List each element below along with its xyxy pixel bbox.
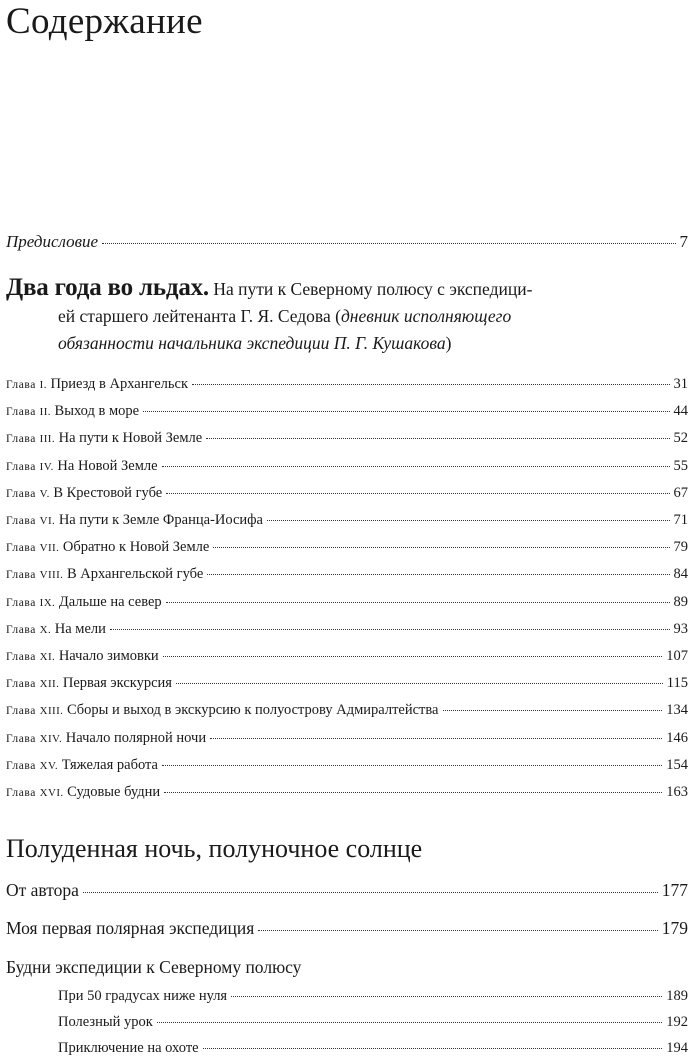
page-number: 52 bbox=[673, 430, 688, 447]
page-number: 93 bbox=[673, 620, 688, 637]
page-number: 115 bbox=[666, 675, 688, 692]
page-number: 89 bbox=[673, 593, 688, 610]
chapter-title: На Новой Земле bbox=[57, 457, 158, 474]
chapter-number: IX. bbox=[39, 596, 56, 609]
chapter-entry[interactable] bbox=[6, 702, 688, 719]
chapter-word: Глава bbox=[6, 651, 37, 663]
chapter-word: Глава bbox=[6, 433, 37, 446]
chapter-word: Глава bbox=[6, 759, 37, 772]
dot-leader bbox=[443, 710, 663, 711]
dot-leader bbox=[210, 738, 662, 739]
chapter-number: VIII. bbox=[39, 569, 64, 582]
entry-label: При 50 градусах ниже нуля bbox=[58, 988, 228, 1004]
chapter-entry[interactable] bbox=[6, 376, 688, 393]
chapter-title: Судовые будни bbox=[67, 784, 161, 800]
page-number: 55 bbox=[673, 457, 688, 474]
chapter-label bbox=[6, 594, 162, 611]
chapter-title: Приезд в Архангельск bbox=[50, 376, 189, 392]
chapter-number: VII. bbox=[39, 542, 60, 555]
page-number: 31 bbox=[673, 376, 688, 392]
page-number: 107 bbox=[666, 648, 688, 664]
chapter-title: На пути к Новой Земле bbox=[58, 430, 203, 447]
chapter-number: I. bbox=[39, 379, 47, 391]
toc-entry-first-expedition[interactable] bbox=[6, 918, 688, 939]
chapter-word: Глава bbox=[6, 406, 37, 419]
chapter-word: Глава bbox=[6, 705, 37, 718]
chapter-title: В Архангельской губе bbox=[66, 566, 204, 583]
chapter-title: Выход в море bbox=[54, 403, 140, 420]
chapter-word: Глава bbox=[6, 623, 37, 636]
dot-leader bbox=[206, 438, 669, 439]
chapter-title: Начало зимовки bbox=[58, 648, 159, 664]
part1-subtitle-italic-a: дневник исполняющего bbox=[340, 306, 512, 326]
chapter-entry[interactable] bbox=[6, 539, 688, 556]
chapter-entry[interactable] bbox=[6, 512, 688, 529]
chapter-number: XII. bbox=[39, 678, 60, 691]
dot-leader bbox=[162, 765, 662, 766]
part1-title: Два года во льдах. bbox=[6, 274, 209, 301]
chapter-label bbox=[6, 730, 206, 747]
chapter-number: VI. bbox=[39, 515, 56, 527]
toc-subentry[interactable] bbox=[58, 1040, 688, 1057]
page-number: 154 bbox=[666, 756, 688, 773]
part1-heading bbox=[6, 274, 692, 357]
page-number: 177 bbox=[661, 880, 688, 900]
chapter-entry[interactable] bbox=[6, 648, 688, 665]
part1-subtitle-b: ей старшего лейтенанта Г. Я. Седова ( bbox=[58, 306, 341, 326]
dot-leader bbox=[203, 1048, 663, 1049]
toc-subentry[interactable] bbox=[58, 988, 688, 1005]
chapter-word: Глава bbox=[6, 460, 37, 473]
dot-leader bbox=[157, 1022, 662, 1023]
dot-leader bbox=[258, 930, 657, 931]
part1-subtitle-line3 bbox=[6, 330, 692, 357]
dot-leader bbox=[231, 996, 662, 997]
dot-leader bbox=[207, 574, 669, 575]
chapter-title: Тяжелая работа bbox=[61, 756, 158, 773]
chapter-entry[interactable] bbox=[6, 485, 688, 502]
chapter-label bbox=[6, 376, 188, 393]
chapter-label bbox=[6, 757, 158, 774]
chapter-entry[interactable] bbox=[6, 675, 688, 692]
chapter-entry[interactable] bbox=[6, 458, 688, 475]
chapter-title: На пути к Земле Франца-Иосифа bbox=[58, 512, 263, 528]
page-number: 79 bbox=[673, 539, 688, 556]
section-heading: Будни экспедиции к Северному полюсу bbox=[6, 957, 302, 977]
part2-title: Полуденная ночь, полуночное солнце bbox=[6, 834, 423, 863]
chapter-entry[interactable] bbox=[6, 757, 688, 774]
chapter-label bbox=[6, 621, 106, 638]
chapter-word: Глава bbox=[6, 542, 37, 555]
chapter-entry[interactable] bbox=[6, 403, 688, 420]
chapter-number: XVI. bbox=[39, 787, 64, 799]
chapter-label bbox=[6, 485, 162, 502]
dot-leader bbox=[192, 384, 669, 385]
chapter-entry[interactable] bbox=[6, 730, 688, 747]
chapter-word: Глава bbox=[6, 569, 37, 582]
chapter-number: III. bbox=[39, 433, 55, 446]
chapter-label bbox=[6, 784, 160, 801]
dot-leader bbox=[267, 520, 670, 521]
dot-leader bbox=[176, 683, 663, 684]
chapter-label bbox=[6, 566, 203, 583]
dot-leader bbox=[110, 629, 670, 630]
page-number: 194 bbox=[666, 1040, 688, 1056]
dot-leader bbox=[162, 466, 670, 467]
chapter-number: II. bbox=[39, 406, 51, 419]
chapter-label bbox=[6, 648, 159, 665]
chapter-number: V. bbox=[39, 487, 50, 500]
chapter-number: X. bbox=[39, 623, 52, 636]
chapter-label bbox=[6, 403, 139, 420]
chapter-number: XV. bbox=[39, 759, 59, 772]
chapter-entry[interactable] bbox=[6, 621, 688, 638]
chapter-number: XI. bbox=[39, 651, 56, 663]
part1-subtitle-close: ) bbox=[445, 333, 452, 353]
chapter-entry[interactable] bbox=[6, 566, 688, 583]
toc-entry-from-author[interactable] bbox=[6, 880, 688, 901]
entry-label: Приключение на охоте bbox=[58, 1040, 199, 1056]
chapter-number: XIII. bbox=[39, 705, 64, 718]
chapter-label bbox=[6, 458, 158, 475]
chapter-entry[interactable] bbox=[6, 784, 688, 801]
chapter-label bbox=[6, 512, 263, 529]
page-number: 44 bbox=[673, 403, 688, 420]
dot-leader bbox=[164, 792, 662, 793]
entry-label: От автора bbox=[6, 880, 79, 900]
dot-leader bbox=[83, 892, 658, 893]
dot-leader bbox=[143, 411, 669, 412]
page-number: 179 bbox=[661, 918, 688, 938]
chapter-label bbox=[6, 702, 439, 719]
page-number: 67 bbox=[673, 484, 688, 501]
chapter-title: Начало полярной ночи bbox=[65, 729, 207, 746]
chapter-word: Глава bbox=[6, 787, 37, 799]
dot-leader bbox=[166, 493, 669, 494]
entry-label: Моя первая полярная экспедиция bbox=[6, 918, 255, 938]
chapter-word: Глава bbox=[6, 515, 37, 527]
chapter-title: На мели bbox=[54, 620, 106, 637]
toc-subentry[interactable] bbox=[58, 1014, 688, 1031]
chapter-title: Первая экскурсия bbox=[62, 675, 172, 692]
dot-leader bbox=[166, 602, 670, 603]
chapter-number: XIV. bbox=[39, 732, 63, 745]
dot-leader bbox=[213, 547, 669, 548]
part1-subtitle-italic-b: обязанности начальника экспедиции П. Г. Кушакова bbox=[58, 333, 446, 353]
chapter-word: Глава bbox=[6, 487, 37, 500]
chapter-title: Сборы и выход в экскурсию к полуострову Адмиралтейства bbox=[66, 702, 439, 719]
chapter-title: В Крестовой губе bbox=[53, 484, 163, 501]
chapter-word: Глава bbox=[6, 678, 37, 691]
page-number: 134 bbox=[666, 702, 688, 719]
page-number: 7 bbox=[679, 232, 688, 251]
page-number: 71 bbox=[673, 512, 688, 528]
entry-label: Полезный урок bbox=[58, 1014, 153, 1030]
page-title: Содержание bbox=[6, 1, 203, 42]
chapter-title: Обратно к Новой Земле bbox=[62, 539, 210, 556]
chapter-entry[interactable] bbox=[6, 594, 688, 611]
chapter-entry[interactable] bbox=[6, 430, 688, 447]
page-number: 163 bbox=[666, 784, 688, 800]
chapter-label bbox=[6, 539, 209, 556]
chapter-title: Дальше на север bbox=[58, 593, 162, 610]
entry-label: Предисловие bbox=[6, 232, 99, 251]
page-number: 146 bbox=[666, 729, 688, 746]
dot-leader bbox=[102, 243, 675, 244]
dot-leader bbox=[163, 656, 663, 657]
part1-subtitle-line2 bbox=[6, 303, 692, 330]
chapter-word: Глава bbox=[6, 379, 37, 391]
page-number: 84 bbox=[673, 566, 688, 583]
page-number: 192 bbox=[666, 1014, 688, 1030]
chapter-word: Глава bbox=[6, 732, 37, 745]
chapter-number: IV. bbox=[39, 460, 54, 473]
part1-subtitle-a: На пути к Северному полюсу с экспедици- bbox=[213, 279, 533, 299]
chapter-label bbox=[6, 430, 202, 447]
chapter-label bbox=[6, 675, 172, 692]
toc-entry-preface[interactable] bbox=[6, 232, 688, 252]
page-number: 189 bbox=[666, 988, 688, 1004]
chapter-word: Глава bbox=[6, 596, 37, 609]
